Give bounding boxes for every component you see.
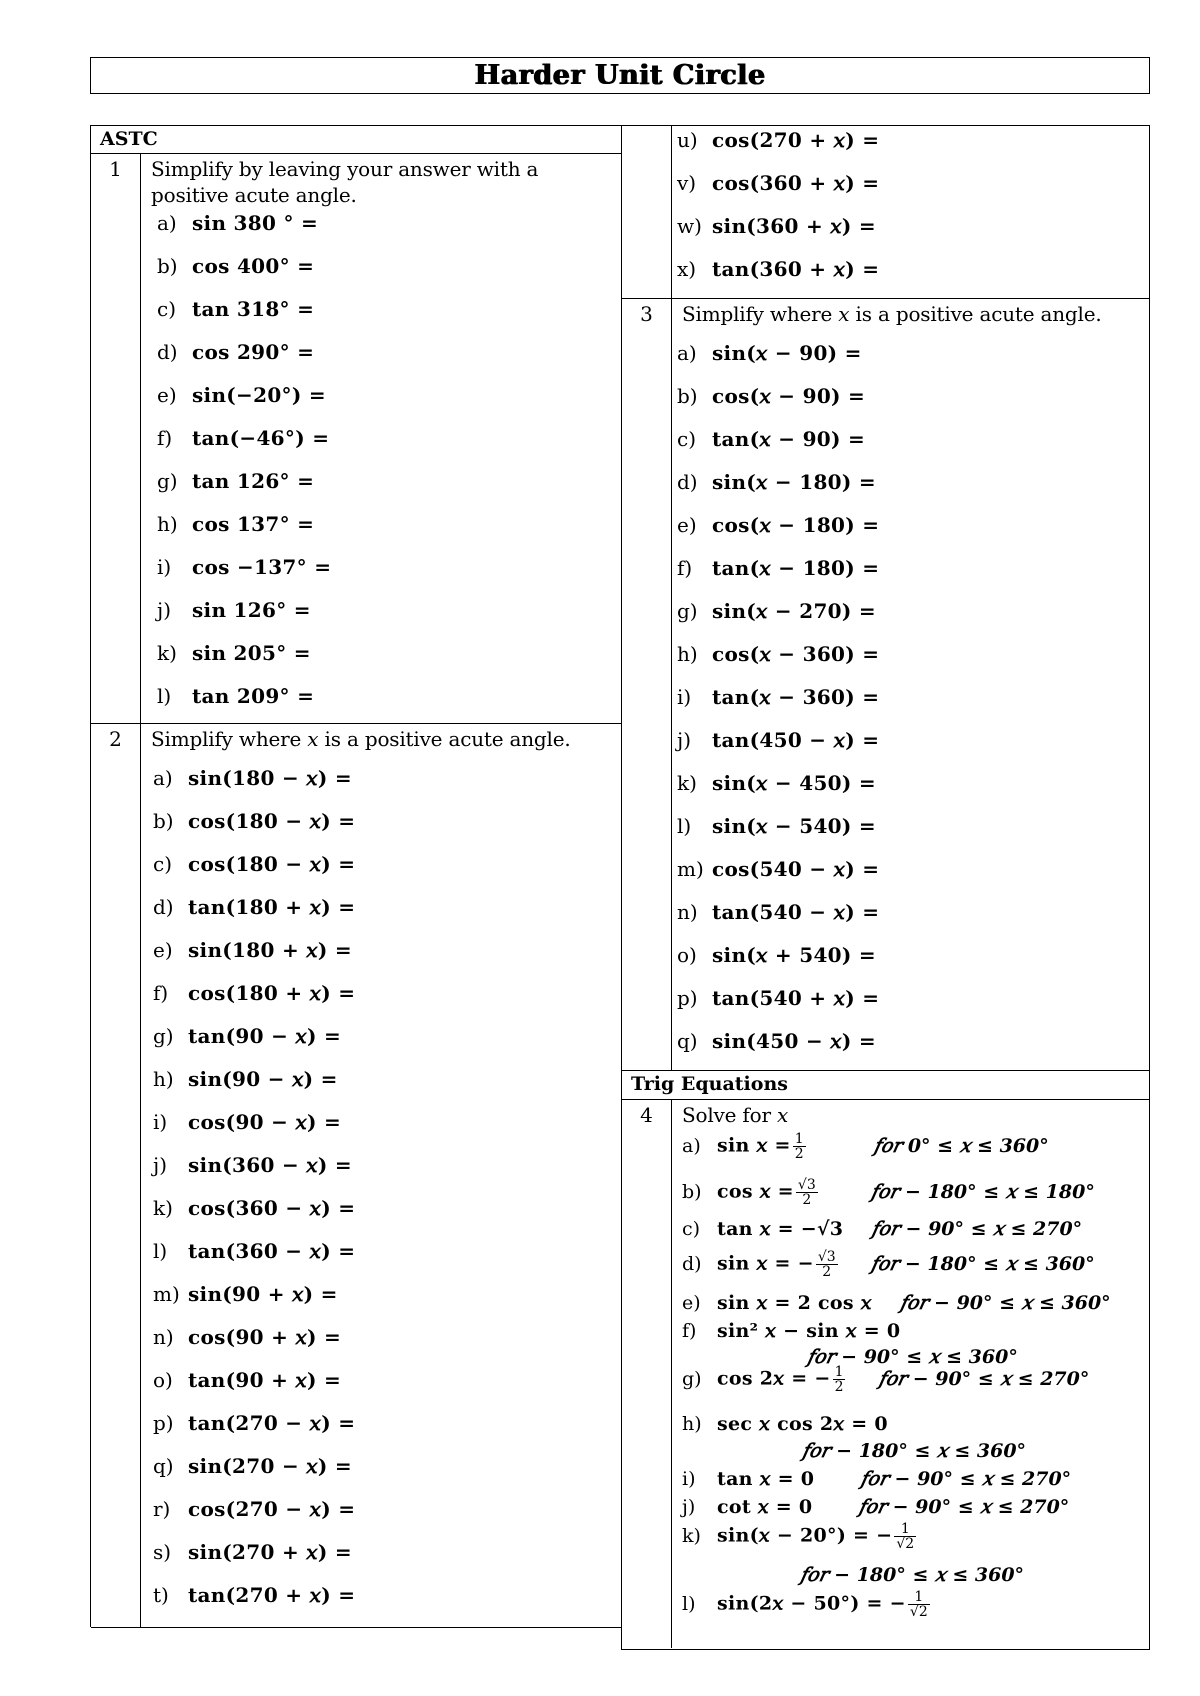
list-item — [157, 684, 314, 708]
list-item — [677, 771, 876, 795]
item-label: a) — [157, 211, 177, 235]
item-label: h) — [682, 1413, 702, 1435]
item-label: k) — [677, 771, 697, 795]
item-expression: tan 126° = — [192, 469, 315, 493]
fraction-denominator: √2 — [896, 1536, 915, 1552]
list-item — [157, 555, 331, 579]
list-item — [153, 938, 352, 962]
empty-number-cell — [622, 126, 672, 298]
item-label: p) — [153, 1411, 174, 1435]
list-item — [682, 1132, 1049, 1161]
item-domain: 𝑓𝑜𝑟 − 180° ≤ 𝑥 ≤ 360° — [800, 1564, 1025, 1586]
list-item — [153, 1153, 352, 1177]
question-2-continued-row — [622, 126, 1149, 299]
list-item — [682, 1365, 1089, 1394]
item-label: f) — [677, 556, 693, 580]
item-expression: sin(90 + 𝑥) = — [188, 1282, 338, 1306]
item-label: b) — [153, 809, 174, 833]
item-label: b) — [677, 384, 698, 408]
question-4-instruction: Solve for 𝑥 — [682, 1103, 789, 1127]
fraction-numerator: 1 — [834, 1364, 844, 1380]
item-expression: cos 𝑥 = — [717, 1180, 794, 1203]
list-item — [157, 469, 314, 493]
item-label: i) — [677, 685, 692, 709]
item-expression: tan(450 − 𝑥) = — [712, 728, 880, 752]
list-item — [677, 900, 879, 924]
fraction-numerator: 1 — [794, 1131, 804, 1147]
list-item — [153, 1024, 341, 1048]
question-number: 2 — [91, 724, 141, 1627]
list-item — [682, 1218, 1082, 1240]
list-item — [677, 685, 879, 709]
list-item — [153, 1411, 355, 1435]
item-label: h) — [157, 512, 178, 536]
item-label: m) — [677, 857, 704, 881]
item-expression: sin 205° = — [192, 641, 311, 665]
list-item — [153, 1368, 341, 1392]
item-label: g) — [682, 1367, 702, 1390]
item-domain: 𝑓𝑜𝑟 − 180° ≤ 𝑥 ≤ 360° — [802, 1440, 1027, 1462]
item-domain: 𝑓𝑜𝑟 − 180° ≤ 𝑥 ≤ 180° — [870, 1180, 1095, 1203]
item-label: d) — [677, 470, 698, 494]
list-item — [677, 556, 879, 580]
item-expression: cos(180 + 𝑥) = — [188, 981, 356, 1005]
item-expression: cos(180 − 𝑥) = — [188, 809, 356, 833]
list-item — [677, 857, 879, 881]
fraction — [793, 1132, 806, 1161]
left-column — [90, 125, 622, 1627]
question-1-instruction: Simplify by leaving your answer with a positive acute angle. — [151, 157, 539, 207]
item-label: h) — [677, 642, 698, 666]
list-item — [677, 814, 876, 838]
item-label: j) — [157, 598, 172, 622]
list-item — [677, 642, 879, 666]
question-4-content — [672, 1100, 1149, 1648]
fraction-denominator: 2 — [794, 1146, 804, 1162]
item-label: h) — [153, 1067, 174, 1091]
fraction-denominator: √2 — [909, 1604, 928, 1620]
fraction-numerator: 1 — [908, 1590, 930, 1605]
item-expression: cos(540 − 𝑥) = — [712, 857, 880, 881]
item-expression: cos 2𝑥 = − — [717, 1367, 831, 1390]
item-expression: sin(𝑥 + 540) = — [712, 943, 876, 967]
item-label: q) — [677, 1029, 698, 1053]
fraction-numerator: √3 — [817, 1249, 836, 1265]
item-expression: sin(2𝑥 − 50°) = − — [717, 1592, 906, 1615]
item-expression: sin(𝑥 − 450) = — [712, 771, 876, 795]
item-expression: cos(90 − 𝑥) = — [188, 1110, 342, 1134]
item-label: x) — [677, 257, 697, 281]
item-label: t) — [153, 1583, 169, 1607]
item-label: b) — [682, 1180, 702, 1203]
item-label: s) — [153, 1540, 172, 1564]
item-expression: sin(360 − 𝑥) = — [188, 1153, 352, 1177]
item-expression: cos(360 − 𝑥) = — [188, 1196, 356, 1220]
item-expression: cos 137° = — [192, 512, 315, 536]
fraction-denominator: 2 — [802, 1192, 812, 1208]
item-label: e) — [157, 383, 177, 407]
item-label: i) — [157, 555, 172, 579]
item-expression: tan(𝑥 − 180) = — [712, 556, 880, 580]
item-expression: sin(𝑥 − 90) = — [712, 341, 862, 365]
question-3-content — [672, 299, 1149, 1070]
item-label: o) — [153, 1368, 173, 1392]
item-expression: sin(𝑥 − 20°) = − — [717, 1524, 893, 1547]
item-domain: 𝑓𝑜𝑟 − 90° ≤ 𝑥 ≤ 270° — [878, 1367, 1090, 1390]
list-item — [153, 852, 355, 876]
item-expression: tan(−46°) = — [192, 426, 330, 450]
item-label: n) — [677, 900, 698, 924]
list-item — [677, 599, 876, 623]
item-label: i) — [682, 1468, 696, 1490]
page-title: Harder Unit Circle — [474, 60, 766, 91]
fraction — [833, 1365, 846, 1394]
list-item — [153, 895, 355, 919]
item-expression: cos(270 − 𝑥) = — [188, 1497, 356, 1521]
list-item — [157, 211, 318, 235]
list-item — [153, 1583, 355, 1607]
item-label: f) — [153, 981, 169, 1005]
item-label: c) — [157, 297, 177, 321]
item-label: a) — [153, 766, 173, 790]
list-item — [153, 1497, 355, 1521]
item-expression: sin(270 + 𝑥) = — [188, 1540, 352, 1564]
right-column — [621, 125, 1150, 1650]
item-label: l) — [153, 1239, 168, 1263]
item-expression: sin(−20°) = — [192, 383, 326, 407]
item-label: f) — [157, 426, 173, 450]
item-label: k) — [153, 1196, 173, 1220]
item-label: n) — [153, 1325, 174, 1349]
list-item — [677, 470, 876, 494]
item-label: r) — [153, 1497, 171, 1521]
question-3-row — [622, 299, 1149, 1071]
list-item — [153, 1540, 352, 1564]
list-item — [157, 340, 314, 364]
item-label: l) — [682, 1592, 696, 1615]
item-expression: cot 𝑥 = 0 — [717, 1496, 813, 1518]
item-domain: 𝑓𝑜𝑟 − 90° ≤ 𝑥 ≤ 270° — [860, 1468, 1072, 1490]
item-domain: 𝑓𝑜𝑟 − 180° ≤ 𝑥 ≤ 360° — [870, 1252, 1095, 1275]
item-expression: sin 126° = — [192, 598, 311, 622]
list-item-domain-line — [800, 1564, 1024, 1586]
question-number: 1 — [91, 154, 141, 723]
item-expression: sin(𝑥 − 540) = — [712, 814, 876, 838]
item-expression: cos(270 + 𝑥) = — [712, 128, 880, 152]
list-item — [682, 1320, 900, 1342]
item-label: j) — [677, 728, 692, 752]
list-item — [677, 943, 876, 967]
item-expression: cos(90 + 𝑥) = — [188, 1325, 342, 1349]
list-item — [157, 254, 314, 278]
question-2-continued-content — [672, 126, 1149, 298]
list-item — [677, 128, 879, 152]
list-item — [682, 1250, 1095, 1279]
item-label: g) — [153, 1024, 174, 1048]
list-item — [157, 383, 326, 407]
item-expression: sin(450 − 𝑥) = — [712, 1029, 876, 1053]
list-item — [157, 598, 311, 622]
trig-equations-header: Trig Equations — [622, 1071, 1149, 1100]
list-item — [153, 1110, 341, 1134]
list-item — [157, 426, 329, 450]
list-item — [153, 1282, 338, 1306]
item-label: d) — [153, 895, 174, 919]
item-label: d) — [682, 1252, 702, 1275]
list-item — [153, 809, 355, 833]
item-expression: cos(𝑥 − 360) = — [712, 642, 880, 666]
item-expression: sin(270 − 𝑥) = — [188, 1454, 352, 1478]
list-item — [677, 513, 879, 537]
item-expression: tan(90 + 𝑥) = — [188, 1368, 342, 1392]
item-expression: cos −137° = — [192, 555, 332, 579]
list-item — [677, 171, 879, 195]
item-label: g) — [677, 599, 698, 623]
item-label: l) — [677, 814, 692, 838]
item-expression: tan(360 − 𝑥) = — [188, 1239, 356, 1263]
item-expression: tan 𝑥 = −√3 — [717, 1218, 844, 1240]
item-label: c) — [677, 427, 697, 451]
item-expression: cos 400° = — [192, 254, 315, 278]
item-label: c) — [682, 1218, 701, 1240]
item-expression: cos(180 − 𝑥) = — [188, 852, 356, 876]
question-2-instruction: Simplify where 𝑥 is a positive acute angle. — [151, 727, 571, 751]
item-domain: 𝑓𝑜𝑟 − 90° ≤ 𝑥 ≤ 270° — [871, 1218, 1083, 1240]
fraction — [796, 1178, 818, 1207]
item-expression: cos(𝑥 − 90) = — [712, 384, 866, 408]
list-item — [677, 427, 865, 451]
item-expression: sin 𝑥 = — [717, 1134, 791, 1157]
item-expression: tan(180 + 𝑥) = — [188, 895, 356, 919]
item-label: e) — [682, 1292, 701, 1314]
item-label: j) — [682, 1496, 696, 1518]
item-label: k) — [682, 1524, 701, 1547]
list-item — [677, 257, 879, 281]
list-item — [682, 1496, 1069, 1518]
title-box — [90, 57, 1150, 94]
item-expression: sin(360 + 𝑥) = — [712, 214, 876, 238]
list-item — [153, 766, 352, 790]
item-expression: sin² 𝑥 − sin 𝑥 = 0 — [717, 1320, 901, 1342]
question-2-content — [141, 724, 621, 1627]
list-item — [153, 1454, 352, 1478]
item-label: e) — [153, 938, 173, 962]
item-expression: tan 𝑥 = 0 — [717, 1468, 815, 1490]
item-expression: sec 𝑥 cos 2𝑥 = 0 — [717, 1413, 888, 1435]
item-expression: tan(270 + 𝑥) = — [188, 1583, 356, 1607]
list-item — [153, 1325, 341, 1349]
question-number: 3 — [622, 299, 672, 1070]
item-expression: sin(180 + 𝑥) = — [188, 938, 352, 962]
question-number: 4 — [622, 1100, 672, 1648]
list-item — [682, 1522, 918, 1551]
item-label: e) — [677, 513, 697, 537]
item-domain: 𝑓𝑜𝑟 − 90° ≤ 𝑥 ≤ 360° — [899, 1292, 1111, 1314]
list-item — [157, 512, 314, 536]
item-label: b) — [157, 254, 178, 278]
item-expression: tan(𝑥 − 90) = — [712, 427, 866, 451]
item-label: u) — [677, 128, 698, 152]
list-item — [153, 1067, 338, 1091]
item-expression: tan 209° = — [192, 684, 315, 708]
list-item — [682, 1413, 888, 1435]
item-expression: sin(𝑥 − 180) = — [712, 470, 876, 494]
item-label: l) — [157, 684, 172, 708]
item-label: i) — [153, 1110, 168, 1134]
list-item — [682, 1178, 1095, 1207]
item-label: j) — [153, 1153, 168, 1177]
item-expression: tan(𝑥 − 360) = — [712, 685, 880, 709]
item-expression: tan(90 − 𝑥) = — [188, 1024, 342, 1048]
item-expression: cos(𝑥 − 180) = — [712, 513, 880, 537]
item-expression: tan(540 − 𝑥) = — [712, 900, 880, 924]
list-item — [153, 1239, 355, 1263]
item-label: g) — [157, 469, 178, 493]
list-item — [677, 341, 862, 365]
item-expression: tan(540 + 𝑥) = — [712, 986, 880, 1010]
question-1-content — [141, 154, 621, 723]
item-expression: tan 318° = — [192, 297, 315, 321]
item-label: m) — [153, 1282, 180, 1306]
item-label: a) — [682, 1134, 701, 1157]
question-2-row — [91, 724, 621, 1628]
list-item — [682, 1590, 932, 1619]
item-expression: sin(180 − 𝑥) = — [188, 766, 352, 790]
item-expression: sin(𝑥 − 270) = — [712, 599, 876, 623]
item-expression: sin 𝑥 = 2 cos 𝑥 — [717, 1292, 872, 1314]
item-expression: sin 380 ° = — [192, 211, 319, 235]
item-label: k) — [157, 641, 177, 665]
list-item — [157, 297, 314, 321]
question-3-instruction: Simplify where 𝑥 is a positive acute angle. — [682, 302, 1102, 326]
item-expression: tan(360 + 𝑥) = — [712, 257, 880, 281]
item-expression: cos(360 + 𝑥) = — [712, 171, 880, 195]
question-4-row — [622, 1100, 1149, 1648]
list-item — [677, 1029, 876, 1053]
astc-header: ASTC — [91, 126, 621, 154]
list-item — [157, 641, 311, 665]
fraction — [908, 1590, 930, 1619]
list-item — [153, 981, 355, 1005]
question-1-row — [91, 154, 621, 724]
fraction-denominator: 2 — [834, 1379, 844, 1395]
item-domain: 𝑓𝑜𝑟 − 90° ≤ 𝑥 ≤ 360° — [807, 1346, 1018, 1368]
list-item — [682, 1468, 1071, 1490]
item-label: w) — [677, 214, 702, 238]
item-label: d) — [157, 340, 178, 364]
item-label: v) — [677, 171, 697, 195]
item-expression: cos 290° = — [192, 340, 315, 364]
fraction — [894, 1522, 916, 1551]
fraction — [816, 1250, 838, 1279]
item-domain: 𝑓𝑜𝑟 0° ≤ 𝑥 ≤ 360° — [873, 1134, 1049, 1157]
item-label: a) — [677, 341, 697, 365]
list-item — [153, 1196, 355, 1220]
item-label: p) — [677, 986, 698, 1010]
item-domain: 𝑓𝑜𝑟 − 90° ≤ 𝑥 ≤ 270° — [858, 1496, 1070, 1518]
item-expression: sin 𝑥 = − — [717, 1252, 814, 1275]
list-item-domain-line — [802, 1440, 1026, 1462]
fraction-numerator: √3 — [797, 1177, 816, 1193]
item-label: q) — [153, 1454, 174, 1478]
fraction-denominator: 2 — [822, 1264, 832, 1280]
list-item — [682, 1292, 1111, 1314]
list-item — [677, 986, 879, 1010]
item-label: c) — [153, 852, 173, 876]
item-label: f) — [682, 1320, 697, 1342]
item-expression: tan(270 − 𝑥) = — [188, 1411, 356, 1435]
list-item — [677, 728, 879, 752]
list-item — [677, 384, 865, 408]
item-label: o) — [677, 943, 697, 967]
fraction-numerator: 1 — [894, 1522, 916, 1537]
item-expression: sin(90 − 𝑥) = — [188, 1067, 338, 1091]
list-item — [677, 214, 876, 238]
